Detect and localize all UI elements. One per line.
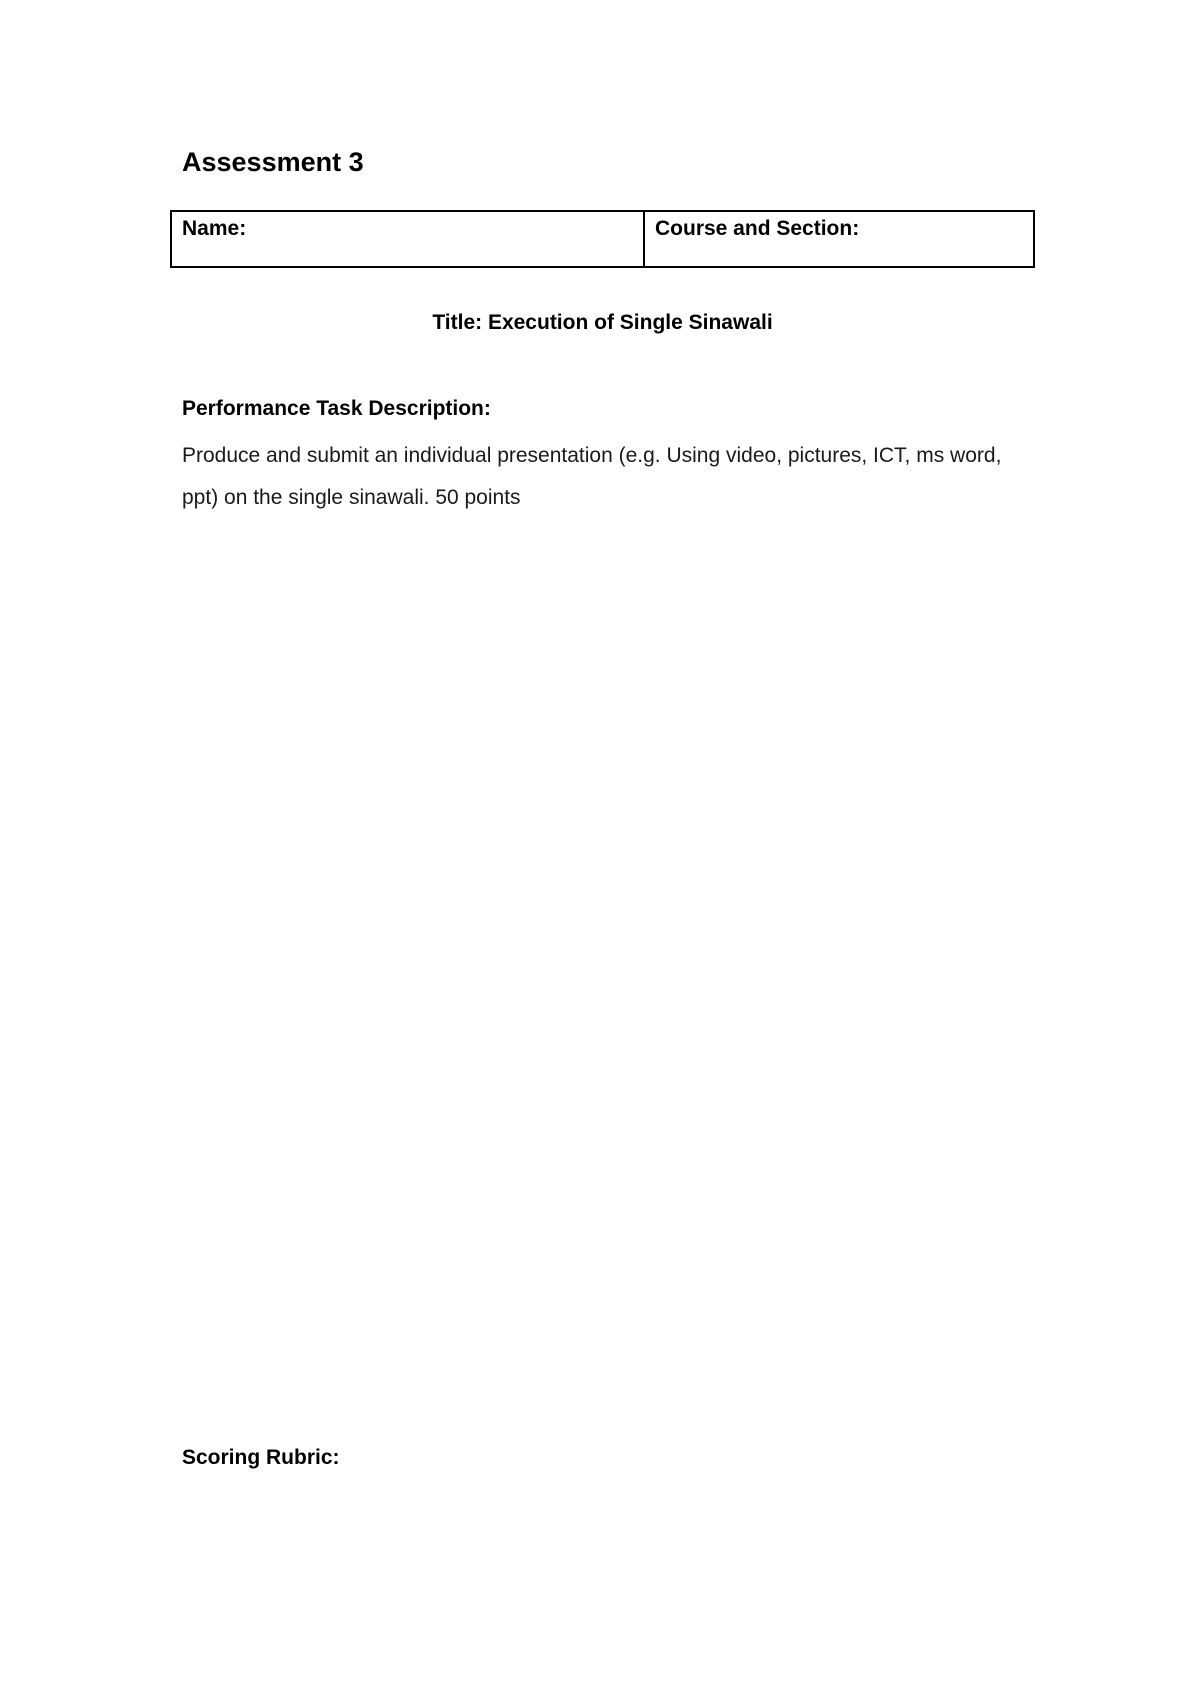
name-field[interactable]: Name: bbox=[171, 211, 644, 267]
performance-task-label: Performance Task Description: bbox=[182, 397, 491, 420]
scoring-rubric-label: Scoring Rubric: bbox=[182, 1446, 340, 1469]
performance-task-description: Produce and submit an individual presentation (e.g. Using video, pictures, ICT, ms word, ppt) on the single sinawali. 50 points bbox=[182, 444, 1002, 509]
student-info-row bbox=[171, 211, 1034, 267]
assessment-heading: Assessment 3 bbox=[182, 147, 364, 177]
student-info-table bbox=[170, 210, 1035, 268]
course-section-field[interactable]: Course and Section: bbox=[644, 211, 1034, 267]
task-title: Title: Execution of Single Sinawali bbox=[432, 311, 773, 334]
